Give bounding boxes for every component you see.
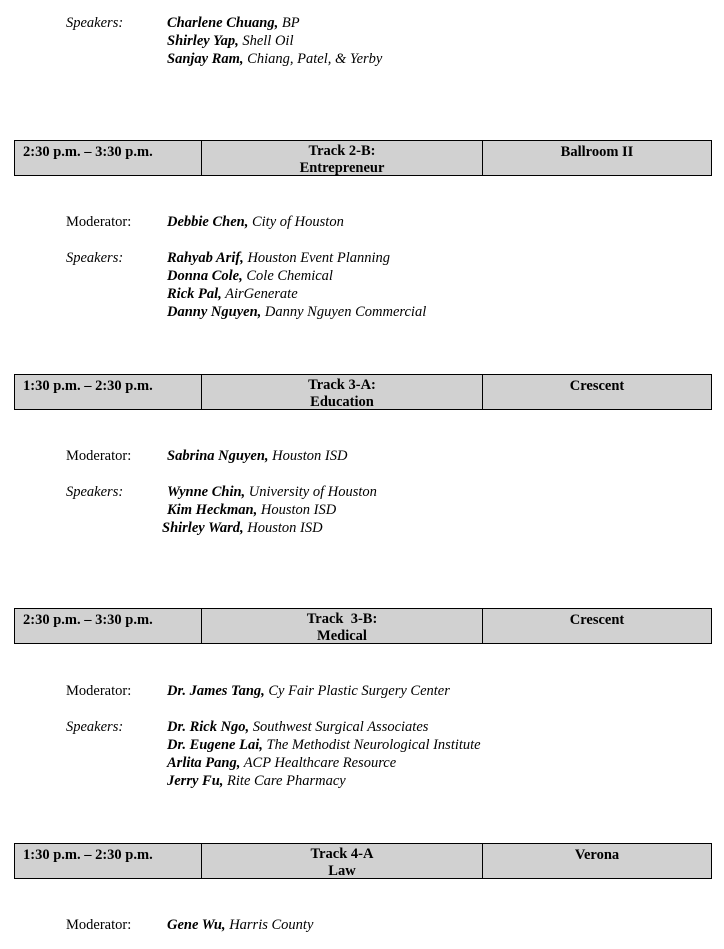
track-topic: Medical [317, 628, 367, 644]
room-name: Verona [574, 847, 620, 863]
room-name: Crescent [569, 378, 625, 394]
track-topic: Education [310, 394, 374, 410]
track-title [202, 609, 483, 643]
session-time: 1:30 p.m. – 2:30 p.m. [15, 844, 202, 878]
speakers-label: Speakers: [66, 250, 124, 266]
track-header-row [14, 843, 712, 879]
track-header-row [14, 140, 712, 176]
moderator-label: Moderator: [66, 917, 132, 933]
track-number: Track 3-B: [306, 611, 378, 627]
moderator-entry: Sabrina Nguyen, Houston ISD [167, 448, 348, 464]
room-name: Crescent [569, 612, 625, 628]
track-number: Track 4-A [310, 846, 374, 862]
track-topic: Entrepreneur [299, 160, 385, 176]
speaker-entry: Rahyab Arif, Houston Event Planning [167, 250, 391, 266]
speaker-entry: Dr. Rick Ngo, Southwest Surgical Associates [167, 719, 429, 735]
speaker-entry: Shirley Yap, Shell Oil [167, 33, 294, 49]
track-title [202, 844, 483, 878]
speaker-entry: Wynne Chin, University of Houston [167, 484, 377, 500]
speakers-label: Speakers: [66, 719, 124, 735]
speaker-entry: Sanjay Ram, Chiang, Patel, & Yerby [167, 51, 383, 67]
session-time: 2:30 p.m. – 3:30 p.m. [15, 609, 202, 643]
session-time: 2:30 p.m. – 3:30 p.m. [15, 141, 202, 175]
speaker-entry: Donna Cole, Cole Chemical [167, 268, 333, 284]
speaker-entry: Arlita Pang, ACP Healthcare Resource [167, 755, 397, 771]
moderator-entry: Gene Wu, Harris County [167, 917, 314, 933]
track-number: Track 2-B: [308, 143, 376, 159]
speakers-label: Speakers: [66, 15, 124, 31]
speaker-entry: Danny Nguyen, Danny Nguyen Commercial [167, 304, 427, 320]
moderator-label: Moderator: [66, 683, 132, 699]
room-name: Ballroom II [560, 144, 634, 160]
moderator-label: Moderator: [66, 448, 132, 464]
track-title [202, 141, 483, 175]
track-header-row [14, 374, 712, 410]
moderator-entry: Dr. James Tang, Cy Fair Plastic Surgery Center [167, 683, 450, 699]
moderator-entry: Debbie Chen, City of Houston [167, 214, 344, 230]
track-title [202, 375, 483, 409]
speaker-entry: Dr. Eugene Lai, The Methodist Neurological Institute [167, 737, 481, 753]
session-time: 1:30 p.m. – 2:30 p.m. [15, 375, 202, 409]
track-header-row [14, 608, 712, 644]
speaker-entry: Jerry Fu, Rite Care Pharmacy [167, 773, 346, 789]
track-number: Track 3-A: [308, 377, 376, 393]
speaker-entry: Rick Pal, AirGenerate [167, 286, 298, 302]
track-topic: Law [328, 863, 356, 879]
speaker-entry: Shirley Ward, Houston ISD [162, 520, 323, 536]
speaker-entry: Kim Heckman, Houston ISD [167, 502, 337, 518]
speakers-label: Speakers: [66, 484, 124, 500]
moderator-label: Moderator: [66, 214, 132, 230]
speaker-entry: Charlene Chuang, BP [167, 15, 300, 31]
